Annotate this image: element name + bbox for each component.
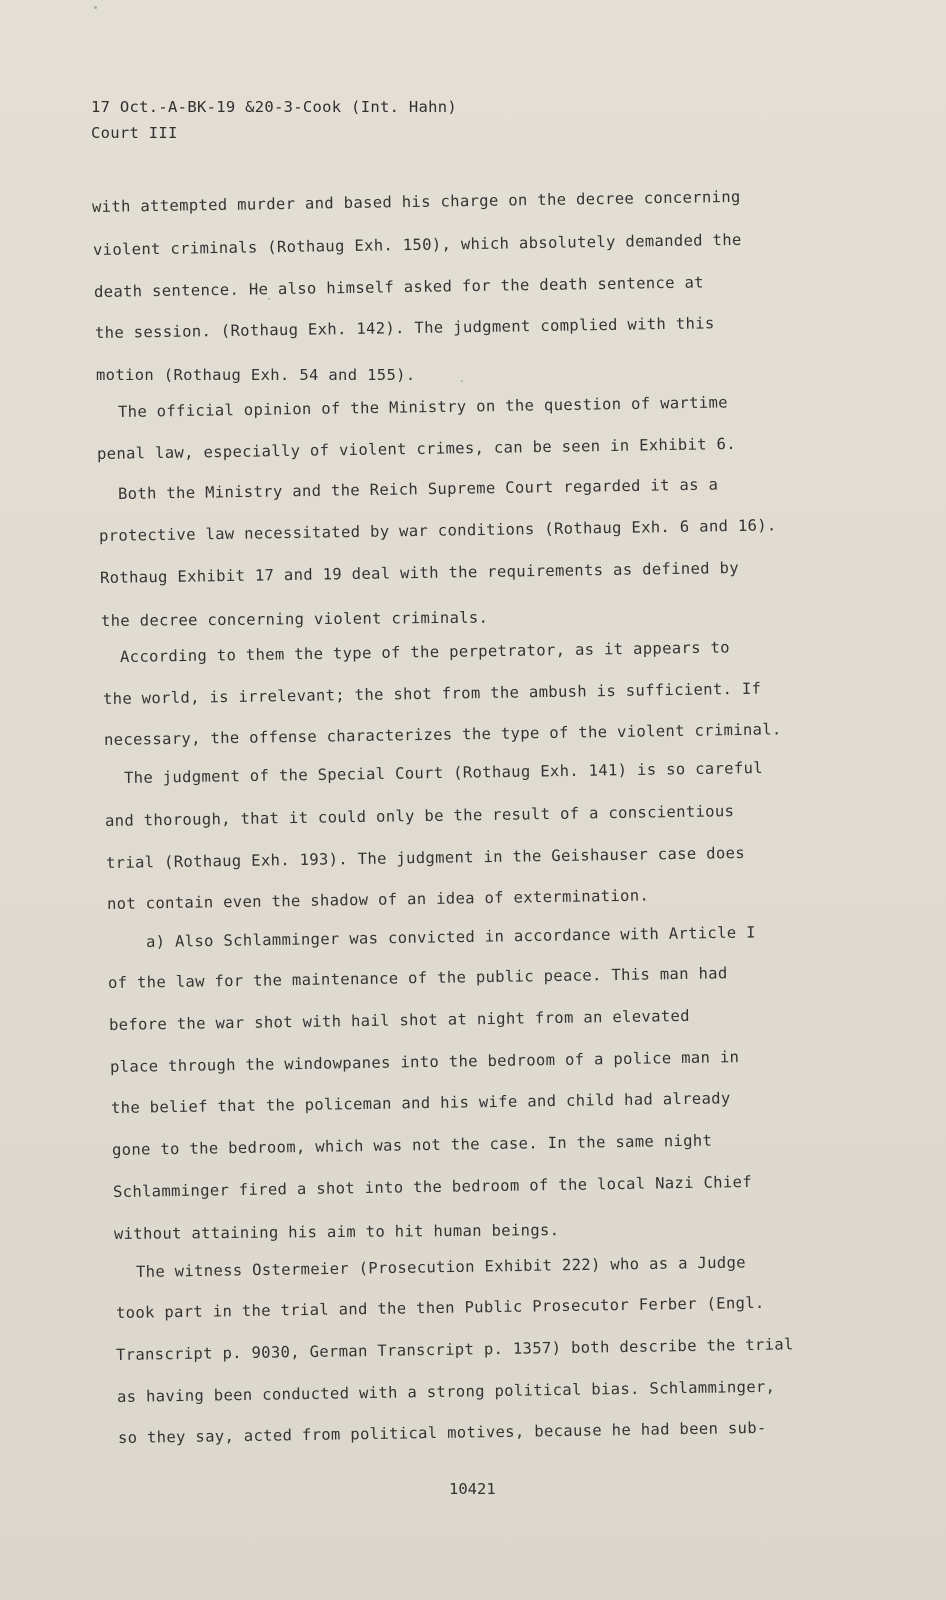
body-line: death sentence. He also himself asked for the death sentence at bbox=[93, 273, 705, 301]
header-court-line: Court III bbox=[91, 124, 178, 142]
body-line: necessary, the offense characterizes the type of the violent criminal. bbox=[103, 720, 782, 749]
body-line: with attempted murder and based his charge on the decree concerning bbox=[91, 187, 741, 216]
body-line: Schlamminger fired a shot into the bedroom of the local Nazi Chief bbox=[112, 1172, 753, 1201]
body-line: trial (Rothaug Exh. 193). The judgment in the Geishauser case does bbox=[105, 843, 746, 872]
body-line: as having been conducted with a strong political bias. Schlamminger, bbox=[116, 1377, 776, 1406]
body-line: so they say, acted from political motives, because he had been sub- bbox=[117, 1418, 767, 1447]
body-line: Transcript p. 9030, German Transcript p. 1357) both describe the trial bbox=[115, 1335, 794, 1364]
body-line: and thorough, that it could only be the result of a conscientious bbox=[104, 802, 735, 830]
body-line: the decree concerning violent criminals. bbox=[100, 608, 489, 630]
body-line: the world, is irrelevant; the shot from the ambush is sufficient. If bbox=[102, 679, 762, 708]
body-line: before the war shot with hail shot at night from an elevated bbox=[108, 1006, 690, 1034]
body-line: The witness Ostermeier (Prosecution Exhibit 222) who as a Judge bbox=[135, 1253, 747, 1281]
body-line: motion (Rothaug Exh. 54 and 155). bbox=[96, 366, 416, 384]
body-line: Both the Ministry and the Reich Supreme Court regarded it as a bbox=[117, 475, 719, 503]
header-session-line: 17 Oct.-A-BK-19 &20-3-Cook (Int. Hahn) bbox=[91, 98, 458, 116]
body-line: not contain even the shadow of an idea of extermination. bbox=[106, 886, 650, 913]
body-line: took part in the trial and the then Public Prosecutor Ferber (Engl. bbox=[115, 1293, 765, 1322]
body-line: Rothaug Exhibit 17 and 19 deal with the requirements as defined by bbox=[99, 558, 740, 587]
page-number: 10421 bbox=[449, 1480, 496, 1498]
body-line: a) Also Schlamminger was convicted in accordance with Article I bbox=[145, 923, 757, 951]
body-line: violent criminals (Rothaug Exh. 150), which absolutely demanded the bbox=[92, 230, 742, 259]
body-line: the session. (Rothaug Exh. 142). The judgment complied with this bbox=[94, 314, 715, 342]
body-line: penal law, especially of violent crimes, can be seen in Exhibit 6. bbox=[96, 434, 737, 463]
body-line: The judgment of the Special Court (Rothaug Exh. 141) is so careful bbox=[123, 758, 764, 787]
body-line: gone to the bedroom, which was not the case. In the same night bbox=[111, 1131, 713, 1159]
body-line: protective law necessitated by war conditions (Rothaug Exh. 6 and 16). bbox=[98, 516, 777, 545]
body-line: place through the windowpanes into the bedroom of a police man in bbox=[109, 1048, 740, 1076]
body-line: the belief that the policeman and his wife and child had already bbox=[110, 1089, 731, 1117]
body-line: of the law for the maintenance of the public peace. This man had bbox=[107, 964, 728, 992]
body-line: The official opinion of the Ministry on the question of wartime bbox=[117, 393, 729, 421]
body-line: without attaining his aim to hit human beings. bbox=[113, 1221, 560, 1243]
body-line: According to them the type of the perpetrator, as it appears to bbox=[119, 638, 731, 666]
